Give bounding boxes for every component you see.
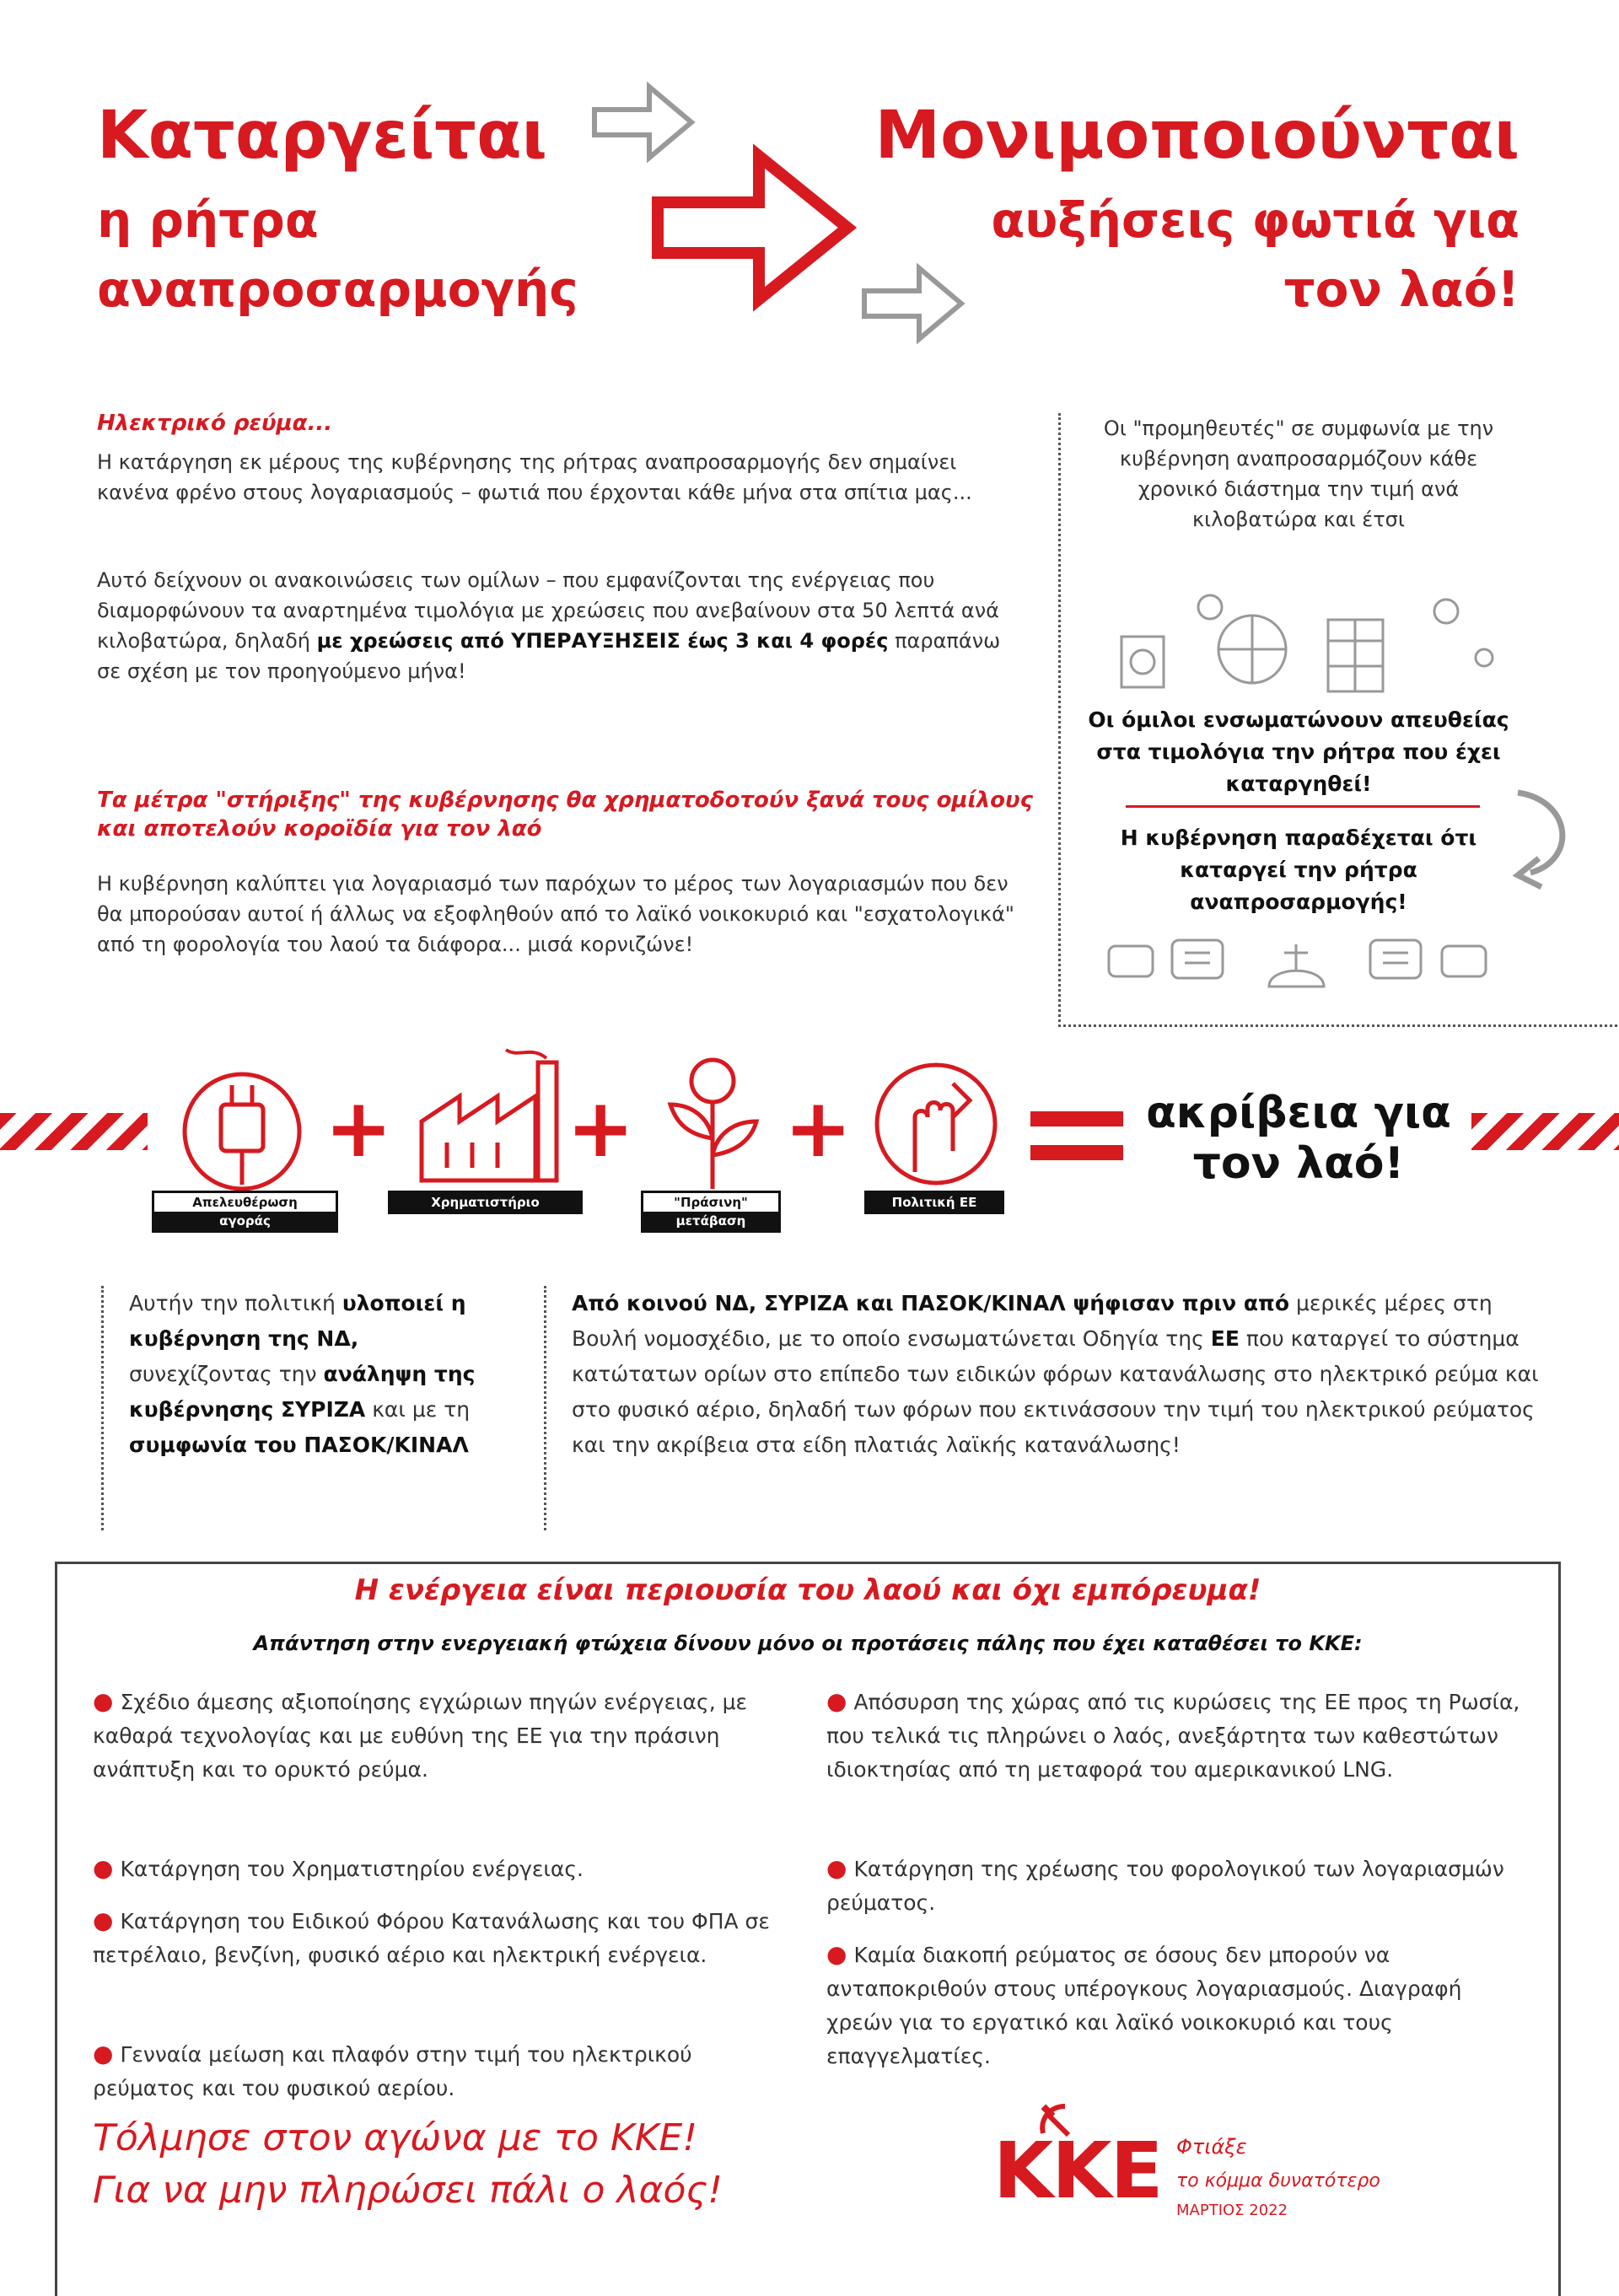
section2-title: Τα μέτρα "στήριξης" της κυβέρνησης θα χρηματοδοτούν ξανά τους ομίλους και αποτελούν κοροϊδία για τον λαό xyxy=(97,788,1033,842)
bullets-left xyxy=(93,1685,797,2105)
section2-paragraph: Η κυβέρνηση καλύπτει για λογαριασμό των παρόχων το μέρος των λογαριασμών που δεν θα μπορούσαν αυτοί ή άλλως να εξοφληθούν από το λαϊκό νοικοκυριό και "εσχατολογικά" από τη φορολογία του λαού τα διάφορα... μισά κορνιζώνε! xyxy=(97,872,1014,956)
speech-bubbles-icon xyxy=(1100,928,1505,1008)
bullet-dot-icon: ● xyxy=(93,2040,114,2067)
plant-coin-icon xyxy=(654,1054,772,1193)
curved-arrow-icon xyxy=(1493,784,1585,894)
plus-sign-3: + xyxy=(784,1081,853,1175)
middle-left-text: Αυτήν την πολιτική υλοποιεί η κυβέρνηση της ΝΔ, συνεχίζοντας την ανάληψη της κυβέρνησης ΣΥΡΙΖΑ και με τη συμφωνία του ΠΑΣΟΚ/ΚΙΝΑΛ xyxy=(101,1286,500,1530)
hand-globe-icon xyxy=(869,1058,1003,1189)
right-subtitle-1: αυξήσεις φωτιά για xyxy=(991,191,1519,249)
bullet-dot-icon: ● xyxy=(826,1687,847,1715)
stripe-left xyxy=(0,1113,148,1150)
right-subtitle-2: τον λαό! xyxy=(1283,261,1519,318)
section1-title: Ηλεκτρικό ρεύμα... xyxy=(97,411,333,436)
section1-paragraph-1: Η κατάργηση εκ μέρους της κυβέρνησης της ρήτρας αναπροσαρμογής δεν σημαίνει κανένα φρένο στους λογαριασμούς – φωτιά που έρχονται κάθε μήνα στα σπίτια μας... xyxy=(97,450,972,504)
factory-icon xyxy=(413,1041,569,1189)
big-arrow-icon xyxy=(649,143,860,312)
bullet-dot-icon: ● xyxy=(93,1687,114,1715)
bullet-left-4: ● Γενναία μείωση και πλαφόν στην τιμή του ηλεκτρικού ρεύματος και του φυσικού αερίου. xyxy=(93,2040,692,2100)
sidebar-paragraph-3: Η κυβέρνηση παραδέχεται ότι καταργεί την ρήτρα αναπροσαρμογής! xyxy=(1120,825,1477,914)
right-title: Μονιμοποιούνται xyxy=(874,98,1519,174)
party-logo: ΚΚΕ xyxy=(993,2126,1162,2216)
middle-right-text: Από κοινού ΝΔ, ΣΥΡΙΖΑ και ΠΑΣΟΚ/ΚΙΝΑΛ ψήφισαν πριν από μερικές μέρες στη Βουλή νομοσχέδιο, με το οποίο ενσωματώνεται Οδηγία της ΕΕ που καταργεί το σύστημα κατώτατων ορίων στο επίπεδο των ειδικών φόρων κατανάλωσης στο ηλεκτρικό ρεύμα και στο φυσικό αέριο, δηλαδή των φόρων που εκτινάσσουν την τιμή του ηλεκτρικού ρεύματος και την ακρίβεια στα είδη πλατιάς λαϊκής κατανάλωσης! xyxy=(544,1286,1550,1530)
equation-result: ακρίβεια για τον λαό! xyxy=(1146,1088,1451,1189)
logo-line-3: ΜΑΡΤΙΟΣ 2022 xyxy=(1176,2202,1288,2219)
stripe-right xyxy=(1471,1113,1619,1150)
bullets-right xyxy=(826,1685,1522,2073)
label-market-liberalization: Απελευθέρωση αγοράς xyxy=(152,1191,338,1233)
section1-paragraph-2: Αυτό δείχνουν οι ανακοινώσεις των ομίλων – που εμφανίζονται της ενέργειας που διαμορφώνουν τα αναρτημένα τιμολόγια με χρεώσεις που ανεβαίνουν στα 50 λεπτά ανά κιλοβατώρα, δηλαδή με χρεώσεις από ΥΠΕΡΑΥΞΗΣΕΙΣ έως 3 και 4 φορές παραπάνω σε σχέση με τον προηγούμενο μήνα! xyxy=(97,568,1001,683)
logo-line-1: Φτιάξε xyxy=(1176,2135,1247,2159)
plus-sign-1: + xyxy=(325,1081,393,1175)
equals-bar-top xyxy=(1030,1111,1123,1126)
logo-line-2: το κόμμα δυνατότερο xyxy=(1176,2170,1380,2191)
frame-title: Η ενέργεια είναι περιουσία του λαού και όχι εμπόρευμα! xyxy=(354,1573,1261,1607)
label-green-transition: "Πράσινη" μετάβαση xyxy=(641,1191,781,1233)
bullet-left-1: ● Σχέδιο άμεσης αξιοποίησης εγχώριων πηγών ενέργειας, με καθαρά τεχνολογίας και με ευθύνη της ΕΕ για την πράσινη ανάπτυξη και το ορυκτό ρεύμα. xyxy=(93,1687,748,1782)
appliances-icon xyxy=(1113,590,1509,700)
frame-subtitle: Απάντηση στην ενεργειακή φτώχεια δίνουν μόνο οι προτάσεις πάλης που έχει καταθέσει το ΚΚΕ: xyxy=(253,1632,1363,1655)
bullet-dot-icon: ● xyxy=(93,1906,114,1934)
sidebar-paragraph-1: Οι "προμηθευτές" σε συμφωνία με την κυβέρνηση αναπροσαρμόζουν κάθε χρονικό διάστημα την τιμή ανά κιλοβατώρα και έτσι xyxy=(1103,417,1494,531)
left-title: Καταργείται xyxy=(97,98,547,174)
label-exchange: Χρηματιστήριο xyxy=(388,1191,583,1214)
left-subtitle-2: αναπροσαρμογής xyxy=(97,261,578,318)
slogan-line-1: Τόλμησε στον αγώνα με το ΚΚΕ! xyxy=(93,2116,697,2159)
equals-bar-bottom xyxy=(1030,1145,1123,1160)
bullet-right-2: ● Κατάργηση της χρέωσης του φορολογικού των λογαριασμών ρεύματος. xyxy=(826,1854,1504,1915)
bullet-dot-icon: ● xyxy=(826,1854,847,1882)
slogan-line-2: Για να μην πληρώσει πάλι ο λαός! xyxy=(93,2169,723,2212)
sidebar-divider xyxy=(1126,805,1480,808)
bullet-left-2: ● Κατάργηση του Χρηματιστηρίου ενέργειας. xyxy=(93,1854,584,1882)
sidebar-paragraph-2: Οι όμιλοι ενσωματώνουν απευθείας στα τιμολόγια την ρήτρα που έχει καταργηθεί! xyxy=(1088,707,1509,796)
plug-icon xyxy=(177,1067,308,1197)
bullet-dot-icon: ● xyxy=(93,1854,114,1882)
bullet-dot-icon: ● xyxy=(826,1940,847,1968)
plus-sign-2: + xyxy=(567,1081,635,1175)
bullet-right-1: ● Απόσυρση της χώρας από τις κυρώσεις της ΕΕ προς τη Ρωσία, που τελικά τις πληρώνει ο λαός, ανεξάρτητα των καθεστώτων ιδιοκτησίας από τη μεταφορά του αμερικανικού LNG. xyxy=(826,1687,1520,1782)
left-subtitle-1: η ρήτρα xyxy=(97,191,319,249)
bullet-right-3: ● Καμία διακοπή ρεύματος σε όσους δεν μπορούν να ανταποκριθούν στους υπέρογκους λογαριασμούς. Διαγραφή χρεών για το εργατικό και λαϊκό νοικοκυριό και τους επαγγελματίες. xyxy=(826,1940,1462,2068)
small-arrow-icon-bottom xyxy=(860,261,970,346)
bullet-left-3: ● Κατάργηση του Ειδικού Φόρου Κατανάλωσης και του ΦΠΑ σε πετρέλαιο, βενζίνη, φυσικό αέριο και ηλεκτρική ενέργεια. xyxy=(93,1906,770,1967)
label-eu-policy: Πολιτική ΕΕ xyxy=(864,1191,1004,1214)
